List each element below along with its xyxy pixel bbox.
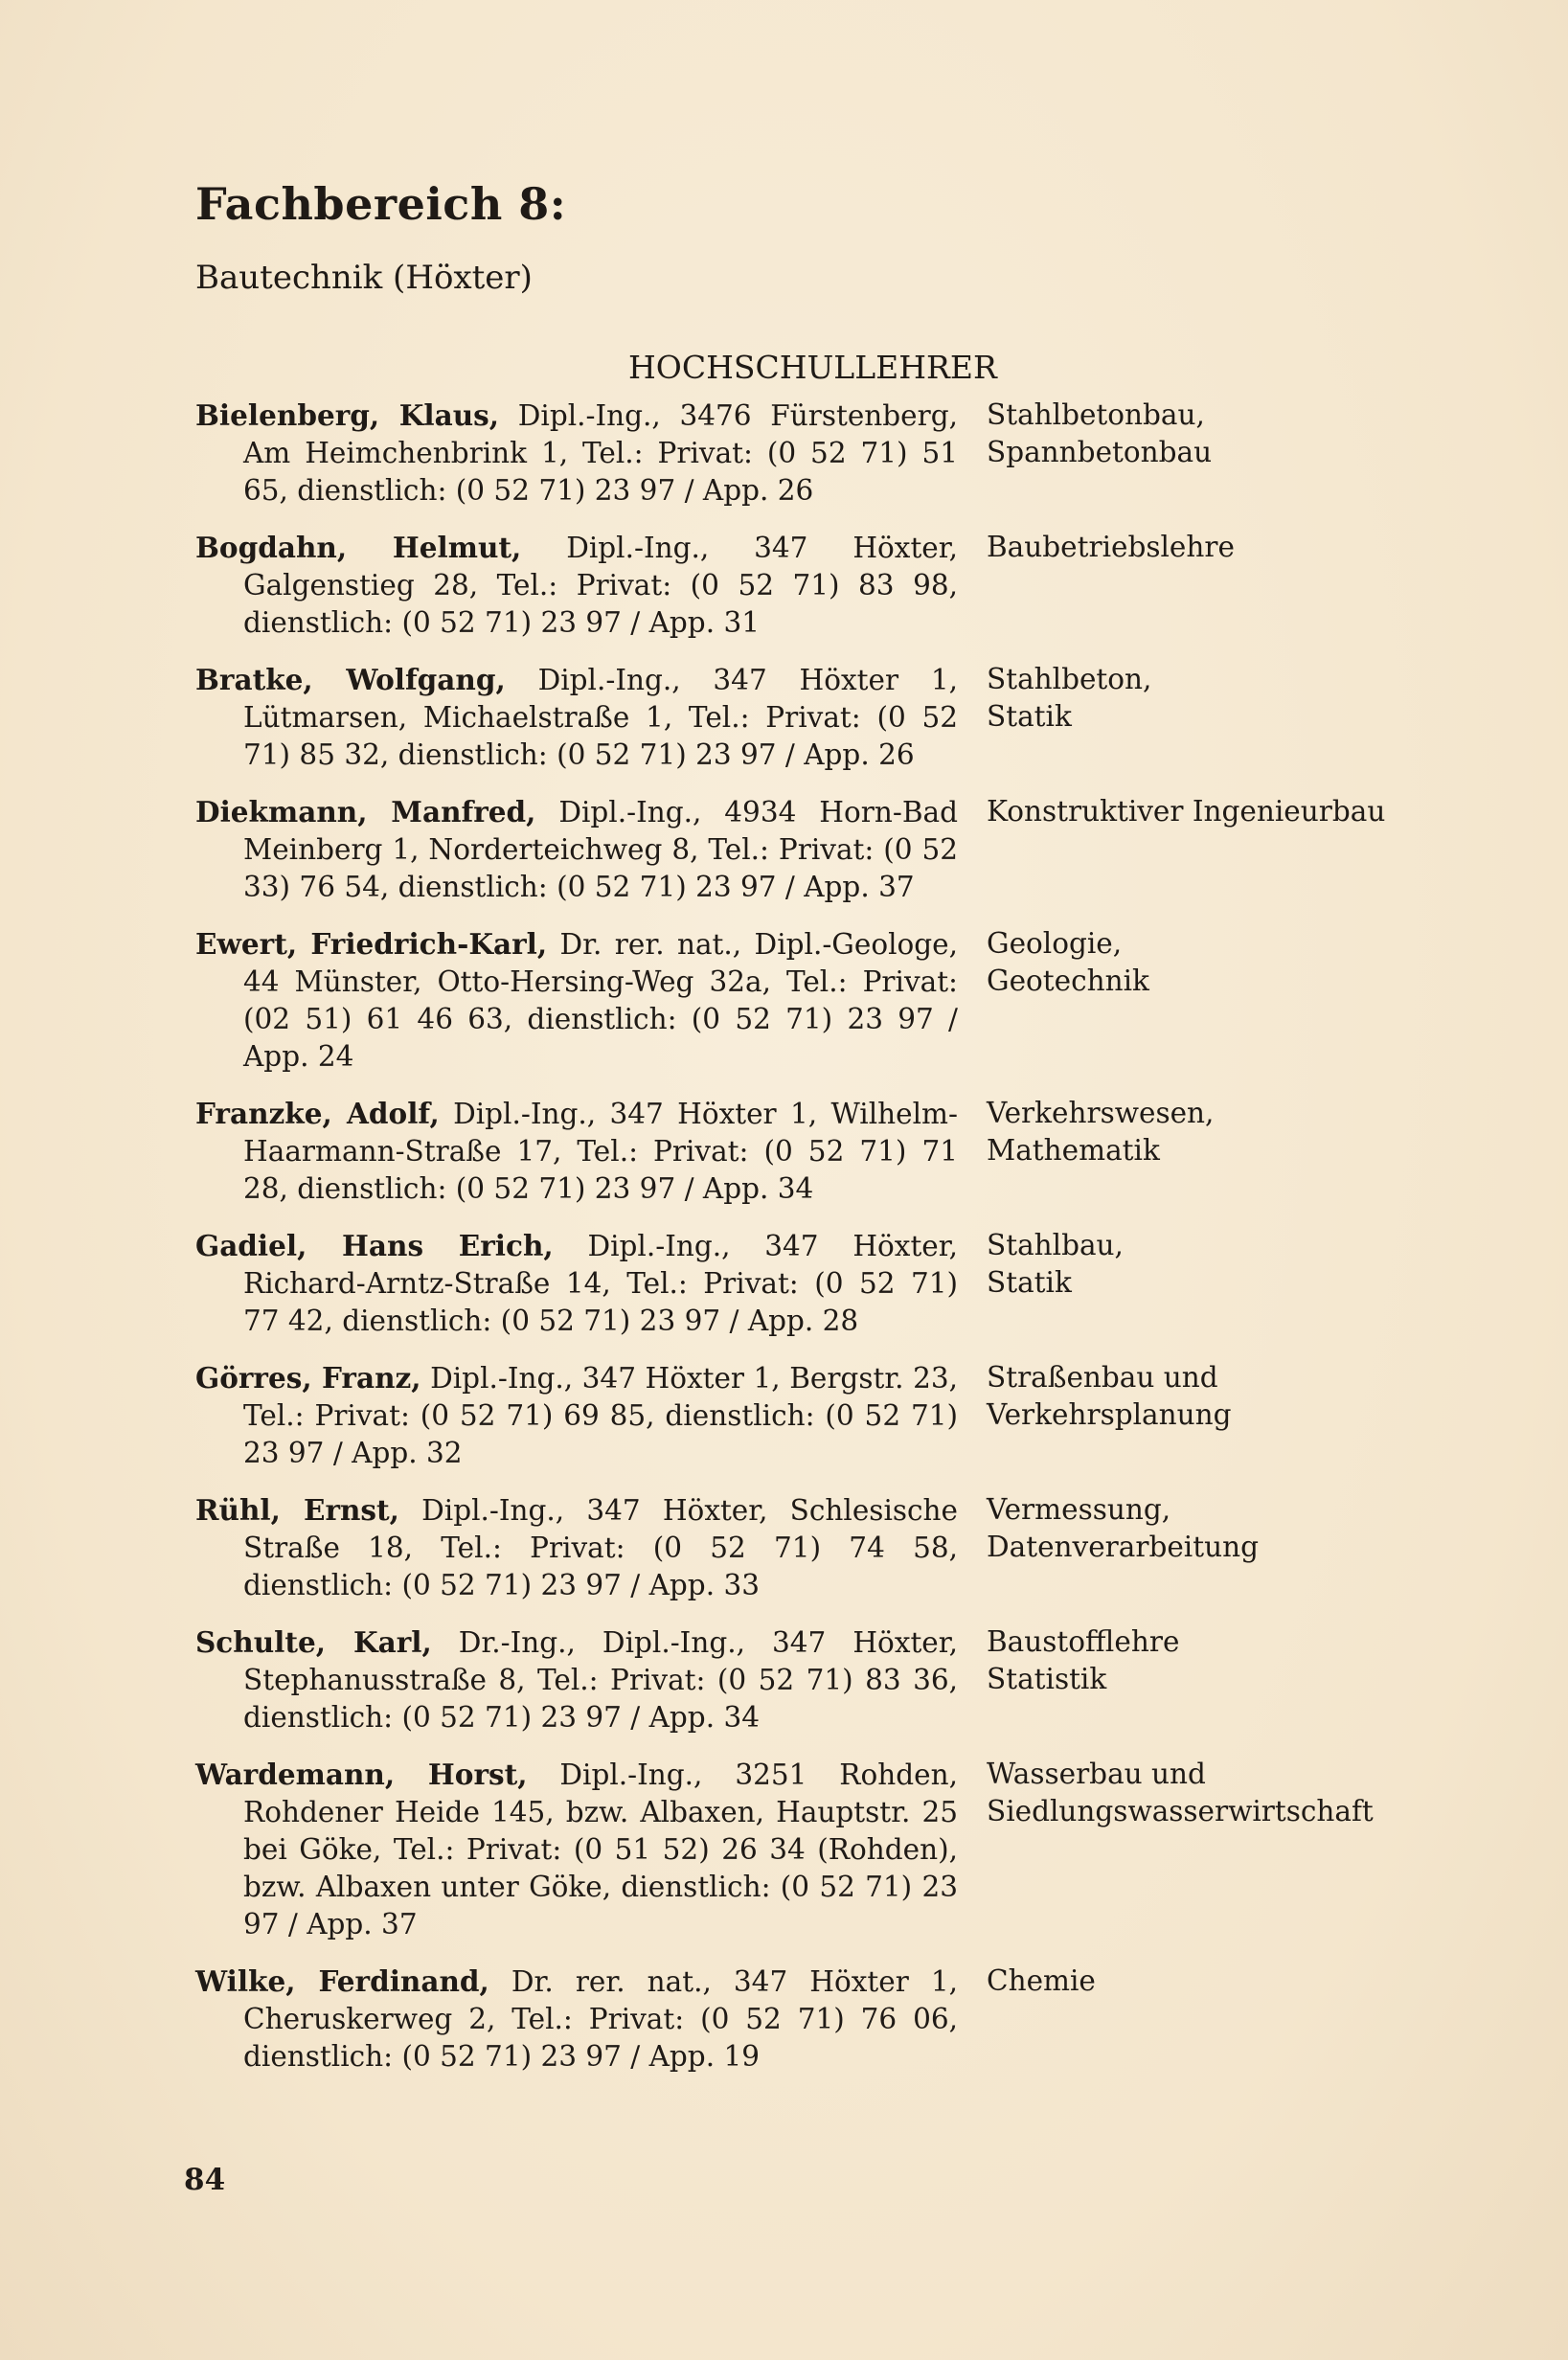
staff-entry-text <box>195 925 958 1076</box>
staff-entry-text <box>195 1623 958 1736</box>
staff-details: Dr. rer. nat., Dipl.-Geologe, 44 Münster, Otto-Hersing-Weg 32a, Tel.: Privat: (02 51) 61 46 63, dienstlich: (0 52 71) 23 97 / App. 24 <box>243 928 959 1073</box>
staff-entry <box>195 1491 1441 1604</box>
staff-entry <box>195 1227 1441 1340</box>
staff-entry-text <box>195 1227 958 1340</box>
staff-subject: Geologie, Geotechnik <box>987 927 1149 997</box>
staff-details: Dipl.-Ing., 3251 Rohden, Rohdener Heide 145, bzw. Albaxen, Hauptstr. 25 bei Göke, Tel.: Privat: (0 51 52) 26 34 (Rohden), bzw. Albaxen unter Göke, dienstlich: (0 52 71) 23 97 / App. 37 <box>243 1759 958 1940</box>
staff-entry <box>195 925 1441 1076</box>
staff-entry <box>195 529 1441 642</box>
staff-entry-text <box>195 1095 958 1208</box>
page-title: Fachbereich 8: <box>195 178 567 230</box>
staff-entry <box>195 661 1441 774</box>
staff-details: Dipl.-Ing., 3476 Fürstenberg, Am Heimchenbrink 1, Tel.: Privat: (0 52 71) 51 65, dienstlich: (0 52 71) 23 97 / App. 26 <box>243 399 958 507</box>
staff-subject: Baubetriebslehre <box>987 531 1235 563</box>
staff-details: Dipl.-Ing., 347 Höxter, Richard-Arntz-Straße 14, Tel.: Privat: (0 52 71) 77 42, dienstlich: (0 52 71) 23 97 / App. 28 <box>243 1230 958 1337</box>
staff-details: Dipl.-Ing., 347 Höxter 1, Wilhelm-Haarmann-Straße 17, Tel.: Privat: (0 52 71) 71 28, dienstlich: (0 52 71) 23 97 / App. 34 <box>243 1098 958 1205</box>
staff-name: Diekmann, Manfred, <box>195 795 536 828</box>
staff-subject: Konstruktiver Ingenieurbau <box>987 795 1386 828</box>
page-number: 84 <box>184 2163 226 2197</box>
staff-details: Dipl.-Ing., 4934 Horn-Bad Meinberg 1, Norderteichweg 8, Tel.: Privat: (0 52 33) 76 54, dienstlich: (0 52 71) 23 97 / App. 37 <box>243 796 958 903</box>
staff-subject: Stahlbetonbau, Spannbetonbau <box>987 398 1213 468</box>
staff-subject: Baustofflehre Statistik <box>987 1625 1180 1695</box>
staff-subject: Wasserbau und Siedlungswasserwirtschaft <box>987 1758 1374 1827</box>
staff-name: Wardemann, Horst, <box>195 1758 528 1791</box>
staff-subject: Verkehrswesen, Mathematik <box>987 1097 1215 1167</box>
staff-entry <box>195 1623 1441 1736</box>
staff-name: Schulte, Karl, <box>195 1625 432 1659</box>
staff-entry-text <box>195 793 958 906</box>
staff-details: Dipl.-Ing., 347 Höxter, Schlesische Straße 18, Tel.: Privat: (0 52 71) 74 58, dienstlich: (0 52 71) 23 97 / App. 33 <box>243 1494 958 1601</box>
staff-details: Dipl.-Ing., 347 Höxter 1, Bergstr. 23, Tel.: Privat: (0 52 71) 69 85, dienstlich: (0 52 71) 23 97 / App. 32 <box>243 1362 958 1469</box>
staff-details: Dipl.-Ing., 347 Höxter, Galgenstieg 28, Tel.: Privat: (0 52 71) 83 98, dienstlich: (0 52 71) 23 97 / App. 31 <box>243 532 958 639</box>
staff-name: Bratke, Wolfgang, <box>195 663 506 696</box>
staff-entry <box>195 1963 1441 2076</box>
staff-entry <box>195 1359 1441 1472</box>
staff-name: Rühl, Ernst, <box>195 1493 399 1527</box>
staff-entry-text <box>195 661 958 774</box>
staff-details: Dr.-Ing., Dipl.-Ing., 347 Höxter, Stephanusstraße 8, Tel.: Privat: (0 52 71) 83 36, dienstlich: (0 52 71) 23 97 / App. 34 <box>243 1626 959 1734</box>
staff-name: Ewert, Friedrich-Karl, <box>195 927 548 961</box>
staff-entry-text <box>195 397 958 510</box>
staff-name: Gadiel, Hans Erich, <box>195 1229 554 1262</box>
staff-name: Bielenberg, Klaus, <box>195 398 500 432</box>
staff-entry-text <box>195 1359 958 1472</box>
staff-entry-text <box>195 1491 958 1604</box>
staff-entry-text <box>195 529 958 642</box>
staff-entry <box>195 1095 1441 1208</box>
staff-name: Bogdahn, Helmut, <box>195 531 522 564</box>
staff-entry <box>195 1756 1441 1943</box>
staff-name: Wilke, Ferdinand, <box>195 1964 489 1998</box>
staff-entry-text <box>195 1756 958 1943</box>
staff-list <box>195 397 1441 2095</box>
staff-subject: Straßenbau und Verkehrsplanung <box>987 1361 1232 1431</box>
staff-subject: Stahlbeton, Statik <box>987 663 1152 733</box>
staff-entry <box>195 793 1441 906</box>
staff-subject: Stahlbau, Statik <box>987 1229 1124 1299</box>
department-subtitle: Bautechnik (Höxter) <box>195 259 533 297</box>
staff-name: Görres, Franz, <box>195 1361 421 1395</box>
staff-entry-text <box>195 1963 958 2076</box>
section-title: HOCHSCHULLEHRER <box>628 349 997 386</box>
staff-entry <box>195 397 1441 510</box>
staff-details: Dipl.-Ing., 347 Höxter 1, Lütmarsen, Michaelstraße 1, Tel.: Privat: (0 52 71) 85 32, dienstlich: (0 52 71) 23 97 / App. 26 <box>243 664 958 771</box>
staff-name: Franzke, Adolf, <box>195 1097 440 1130</box>
staff-details: Dr. rer. nat., 347 Höxter 1, Cheruskerweg 2, Tel.: Privat: (0 52 71) 76 06, dienstlich: (0 52 71) 23 97 / App. 19 <box>243 1965 958 2073</box>
staff-subject: Vermessung, Datenverarbeitung <box>987 1493 1259 1563</box>
staff-subject: Chemie <box>987 1964 1096 1997</box>
